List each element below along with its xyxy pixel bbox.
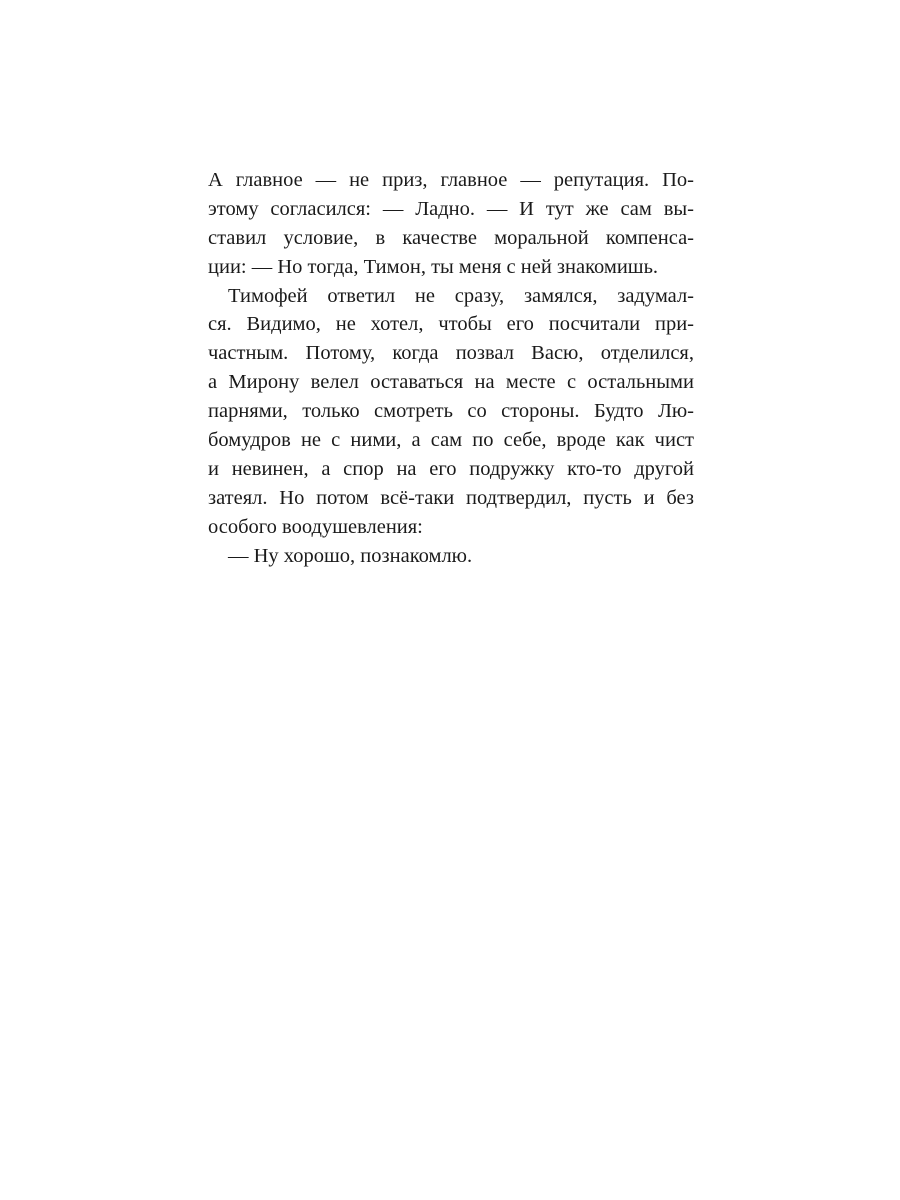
- paragraph-1: [208, 166, 694, 282]
- body-text: [208, 166, 694, 570]
- text-line: ся. Видимо, не хотел, чтобы его посчитали при-: [208, 313, 694, 336]
- text-line: А главное — не приз, главное — репутация. По-: [208, 169, 694, 191]
- text-line: ставил условие, в качестве моральной компенса-: [208, 226, 694, 249]
- paragraph-2: [208, 282, 694, 542]
- text-line: затеял. Но потом всё-таки подтвердил, пусть и без: [208, 486, 694, 509]
- text-line: — Ну хорошо, познакомлю.: [228, 544, 473, 567]
- text-line: этому согласился: — Ладно. — И тут же сам вы-: [208, 197, 694, 220]
- text-line: парнями, только смотреть со стороны. Будто Лю-: [208, 400, 694, 423]
- text-line: и невинен, а спор на его подружку кто-то другой: [208, 457, 694, 480]
- paragraph-3: [208, 542, 694, 571]
- text-line: частным. Потому, когда позвал Васю, отделился,: [208, 342, 694, 365]
- text-line: ции: — Но тогда, Тимон, ты меня с ней знакомишь.: [208, 255, 659, 278]
- text-line: Тимофей ответил не сразу, замялся, задумал-: [228, 284, 694, 307]
- text-line: а Мирону велел оставаться на месте с остальными: [208, 371, 694, 394]
- text-line: бомудров не с ними, а сам по себе, вроде как чист: [208, 429, 694, 452]
- text-line: особого воодушевления:: [208, 515, 423, 538]
